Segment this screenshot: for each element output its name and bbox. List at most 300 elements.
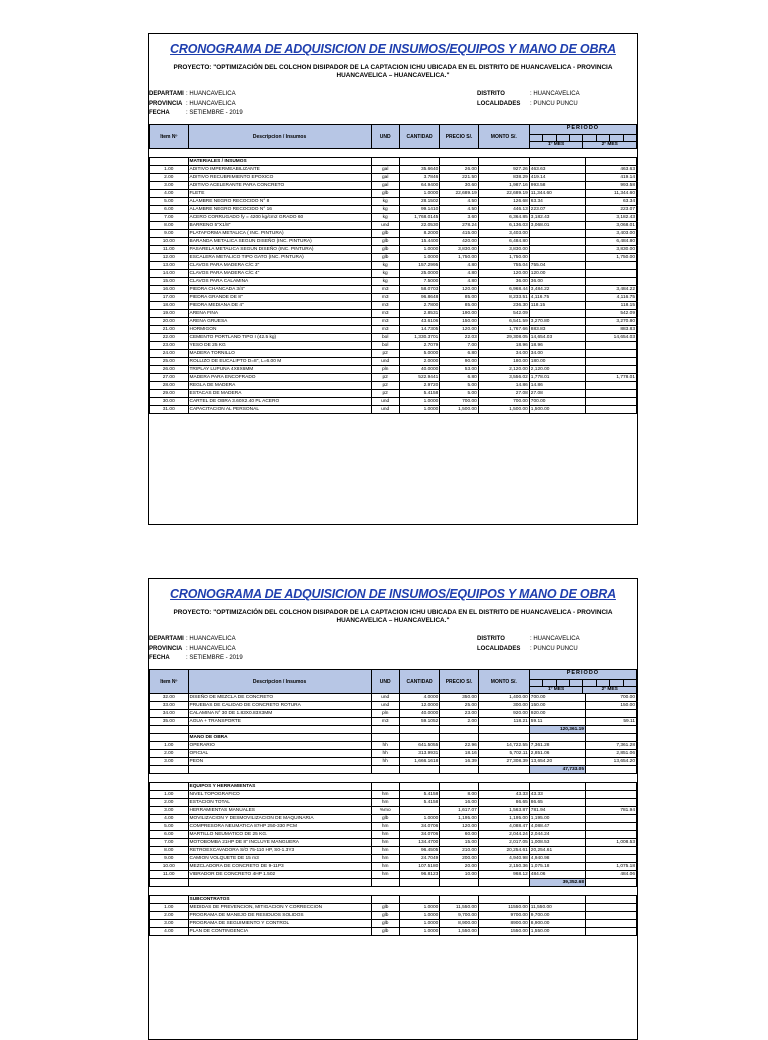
cell-descripcion: PROGRAMA DE MANEJO DE RESIDUOS SOLIDOS [188, 912, 371, 920]
cell-und: bol [371, 334, 399, 342]
cell-mes-2: 3,182.43 [585, 214, 636, 222]
table-row [150, 206, 637, 214]
cell-mes-2: 781.94 [585, 807, 636, 815]
provincia-value: : HUANCAVELICA [186, 645, 236, 652]
cell-monto: 920.00 [478, 710, 529, 718]
cell-mes-1: 1,500.00 [529, 406, 585, 414]
cell-und: und [371, 702, 399, 710]
cell-item: 19.00 [150, 310, 189, 318]
cell-cantidad: 1.0000 [399, 246, 440, 254]
table-row [150, 406, 637, 414]
cell-precio: 4.50 [440, 206, 479, 214]
cell-cantidad: 59.1052 [399, 718, 440, 726]
cell-precio: 22,689.19 [440, 190, 479, 198]
cell-item: 24.00 [150, 350, 189, 358]
cell-cantidad: 58.0703 [399, 286, 440, 294]
cell-mes-1: 1,075.18 [529, 863, 585, 871]
cell-precio: 1,195.00 [440, 815, 479, 823]
cell-mes-2: 6,484.80 [585, 238, 636, 246]
cell-mes-2 [585, 847, 636, 855]
cell-und: und [371, 694, 399, 702]
cell-und: glb [371, 238, 399, 246]
cell-precio: 9,700.00 [440, 912, 479, 920]
cell-mes-2: 542.09 [585, 310, 636, 318]
table-row [150, 863, 637, 871]
cell-mes-2: 13,654.20 [585, 758, 636, 766]
cell-monto: 1550.00 [478, 928, 529, 936]
cell-cantidad: 5.4158 [399, 390, 440, 398]
cell-descripcion: ALAMBRE NEGRO RECOCIDO N° 8 [188, 198, 371, 206]
cell-und: hh [371, 750, 399, 758]
cell-monto: 14,722.55 [478, 742, 529, 750]
cell-und: glb [371, 190, 399, 198]
cell-descripcion: ADITIVO RECUBRIMIENTO EPOXICO [188, 174, 371, 182]
cell-item: 10.00 [150, 238, 189, 246]
table-row [150, 262, 637, 270]
provincia-value: : HUANCAVELICA [186, 100, 236, 107]
cell-precio: 22.03 [440, 334, 479, 342]
cell-descripcion: RETROEXCAVADORA S/O 75-110 HP, S0-1.3Y3 [188, 847, 371, 855]
col-mes-2: 2º MES [601, 142, 618, 147]
cell-mes-2 [585, 823, 636, 831]
cell-und: glb [371, 904, 399, 912]
cell-cantidad: 4.0000 [399, 694, 440, 702]
cell-cantidad: 1.0000 [399, 406, 440, 414]
cell-mes-2 [585, 382, 636, 390]
subtotal-row [150, 766, 637, 774]
cell-descripcion: MOTOBOMBA 21HP DE 8" INCLUYE MANGUERA [188, 839, 371, 847]
cell-mes-2: 3,830.00 [585, 246, 636, 254]
cell-cantidad: 28.1502 [399, 198, 440, 206]
section-row [150, 734, 637, 742]
cell-und: m3 [371, 318, 399, 326]
cell-descripcion: MADERA PARA ENCOFRADO [188, 374, 371, 382]
cell-monto: 446.13 [478, 206, 529, 214]
cell-item: 27.00 [150, 374, 189, 382]
cell-und: gal [371, 174, 399, 182]
cell-cantidad: 1,666.1618 [399, 758, 440, 766]
cell-cantidad: 1.0000 [399, 815, 440, 823]
cell-item: 4.00 [150, 928, 189, 936]
cell-precio: 20.00 [440, 863, 479, 871]
cell-und: hh [371, 742, 399, 750]
distrito-label: DISTRITO [477, 91, 505, 97]
cell-cantidad: 1.0000 [399, 190, 440, 198]
cell-cantidad: 99.1410 [399, 206, 440, 214]
periodo-label: PERIODO [530, 125, 636, 135]
cell-cantidad: 96.8123 [399, 871, 440, 879]
schedule-table-1 [149, 124, 637, 414]
cell-mes-1: 419.14 [529, 174, 585, 182]
section-title: EQUIPOS Y HERRAMIENTAS [188, 783, 371, 791]
table-row [150, 831, 637, 839]
cell-mes-1: 2,120.00 [529, 366, 585, 374]
cell-precio: 278.24 [440, 222, 479, 230]
cell-cantidad: 107.5180 [399, 863, 440, 871]
cell-monto: 927.26 [478, 166, 529, 174]
cell-cantidad: 1.0000 [399, 920, 440, 928]
cell-monto: 118.21 [478, 718, 529, 726]
cell-mes-2: 2,851.06 [585, 750, 636, 758]
table-row [150, 702, 637, 710]
cell-monto: 14.86 [478, 382, 529, 390]
cell-mes-1: 20,254.61 [529, 847, 585, 855]
cell-precio: 4.50 [440, 198, 479, 206]
cell-cantidad: 1.0000 [399, 254, 440, 262]
cell-item: 26.00 [150, 366, 189, 374]
cell-item: 8.00 [150, 847, 189, 855]
cell-und: hm [371, 831, 399, 839]
cell-descripcion: CEMENTO PORTLAND TIPO I (42.5 kg) [188, 334, 371, 342]
schedule-sheet-1 [148, 33, 638, 525]
cell-mes-2: 484.06 [585, 871, 636, 879]
cell-mes-1: 11,344.60 [529, 190, 585, 198]
cell-mes-1 [529, 310, 585, 318]
cell-precio: 85.00 [440, 294, 479, 302]
cell-mes-2: 1,008.53 [585, 839, 636, 847]
cell-mes-2: 419.14 [585, 174, 636, 182]
cell-mes-1: 781.94 [529, 807, 585, 815]
cell-precio: 1,617.07 [440, 807, 479, 815]
cell-monto: 1,767.66 [478, 326, 529, 334]
cell-und: p2 [371, 382, 399, 390]
cell-item: 7.00 [150, 214, 189, 222]
cell-und: pln [371, 366, 399, 374]
col-periodo [529, 670, 636, 694]
cell-mes-1: 63.34 [529, 198, 585, 206]
cell-und: glb [371, 815, 399, 823]
cell-precio: 3,830.00 [440, 246, 479, 254]
cell-precio: 6.80 [440, 350, 479, 358]
cell-monto: 1,195.00 [478, 815, 529, 823]
cell-monto: 20,254.61 [478, 847, 529, 855]
cell-mes-2: 7,361.28 [585, 742, 636, 750]
cell-monto: 755.04 [478, 262, 529, 270]
cell-monto: 27,308.39 [478, 758, 529, 766]
cell-mes-1: 755.04 [529, 262, 585, 270]
table-row [150, 791, 637, 799]
cell-und: gal [371, 166, 399, 174]
cell-mes-1: 120.00 [529, 270, 585, 278]
table-row [150, 182, 637, 190]
cell-precio: 10.00 [440, 871, 479, 879]
cell-descripcion: PRUEBAS DE CALIDAD DE CONCRETO ROTURA [188, 702, 371, 710]
cell-und: kg [371, 278, 399, 286]
cell-mes-1: 13,654.20 [529, 758, 585, 766]
cell-item: 31.00 [150, 406, 189, 414]
table-row [150, 278, 637, 286]
cell-mes-2: 3,403.00 [585, 230, 636, 238]
project-name: PROYECTO: "OPTIMIZACIÓN DEL COLCHON DISIPADOR DE LA CAPTACION ICHU UBICADA EN EL DISTRITO DE HUANCAVELICA - PROVINCIA HUANCAVELICA – HUANCAVELICA." [173, 64, 613, 79]
cell-item: 7.00 [150, 839, 189, 847]
col-und: UND [371, 670, 399, 694]
cell-monto: 542.09 [478, 310, 529, 318]
cell-mes-1: 14,654.03 [529, 334, 585, 342]
cell-mes-1: 4,088.47 [529, 823, 585, 831]
cell-item: 20.00 [150, 318, 189, 326]
cell-mes-2: 63.34 [585, 198, 636, 206]
cell-monto: 1,563.87 [478, 807, 529, 815]
cell-monto: 700.00 [478, 398, 529, 406]
cell-mes-2: 1,778.01 [585, 374, 636, 382]
cell-cantidad: 40.0000 [399, 366, 440, 374]
col-und: UND [371, 125, 399, 149]
cell-monto: 29,308.05 [478, 334, 529, 342]
cell-und: m3 [371, 326, 399, 334]
cell-cantidad: 2.7079 [399, 342, 440, 350]
table-row [150, 839, 637, 847]
cell-und: hm [371, 855, 399, 863]
cell-precio: 5.00 [440, 382, 479, 390]
cell-item: 1.00 [150, 742, 189, 750]
cell-mes-2: 3,068.01 [585, 222, 636, 230]
cell-item: 6.00 [150, 206, 189, 214]
cell-monto: 180.00 [478, 358, 529, 366]
table-row [150, 758, 637, 766]
cell-item: 9.00 [150, 230, 189, 238]
cell-mes-1: 18.96 [529, 342, 585, 350]
cell-und: m3 [371, 718, 399, 726]
table-row [150, 318, 637, 326]
cell-precio: 1,500.00 [440, 406, 479, 414]
cell-monto: 4,088.47 [478, 823, 529, 831]
cell-mes-1: 4,116.75 [529, 294, 585, 302]
cell-mes-1: 1,550.00 [529, 928, 585, 936]
cell-item: 9.00 [150, 855, 189, 863]
section-title: MANO DE OBRA [188, 734, 371, 742]
table-row [150, 166, 637, 174]
cell-mes-1: 463.63 [529, 166, 585, 174]
cell-cantidad: 2.7800 [399, 302, 440, 310]
localidades-value: : PUNCU PUNCU [530, 645, 578, 652]
cell-mes-1: 2,851.06 [529, 750, 585, 758]
cell-mes-1: 27.08 [529, 390, 585, 398]
table-row [150, 342, 637, 350]
cell-item: 2.00 [150, 750, 189, 758]
cell-descripcion: OPERARIO [188, 742, 371, 750]
cell-precio: 1,750.00 [440, 254, 479, 262]
cell-monto: 18.96 [478, 342, 529, 350]
table-row [150, 390, 637, 398]
col-descripcion: Descripcion / Insumos [188, 125, 371, 149]
cell-mes-1 [529, 238, 585, 246]
cell-descripcion: PIEDRA CHANCADA 3/4" [188, 286, 371, 294]
cell-precio: 4.80 [440, 278, 479, 286]
cell-precio: 25.00 [440, 702, 479, 710]
cell-cantidad: 25.0000 [399, 270, 440, 278]
table-row [150, 366, 637, 374]
cell-mes-2 [585, 390, 636, 398]
sheet-title: CRONOGRAMA DE ADQUISICION DE INSUMOS/EQUIPOS Y MANO DE OBRA [170, 42, 616, 56]
cell-mes-1: 1,008.53 [529, 839, 585, 847]
cell-monto: 9700.00 [478, 912, 529, 920]
cell-mes-1: 3,068.01 [529, 222, 585, 230]
cell-monto: 36.00 [478, 278, 529, 286]
cell-descripcion: HERRAMIENTAS MANUALES [188, 807, 371, 815]
cell-descripcion: ARENA GRUESA [188, 318, 371, 326]
cell-cantidad: 34.0706 [399, 823, 440, 831]
table-row [150, 799, 637, 807]
cell-precio: 8.00 [440, 791, 479, 799]
departamento-label: DEPARTAMI [149, 91, 184, 97]
col-descripcion: Descripcion / Insumos [188, 670, 371, 694]
cell-und: p2 [371, 350, 399, 358]
cell-cantidad: 5.4158 [399, 799, 440, 807]
schedule-sheet-2 [148, 578, 638, 1040]
subtotal-value: 39,352.68 [529, 879, 585, 887]
cell-cantidad: 157.2995 [399, 262, 440, 270]
cell-monto: 6,136.03 [478, 222, 529, 230]
cell-item: 11.00 [150, 246, 189, 254]
cell-mes-1: 180.00 [529, 358, 585, 366]
cell-descripcion: PIEDRA GRANDE DE 8" [188, 294, 371, 302]
cell-cantidad: 5.0000 [399, 350, 440, 358]
cell-mes-2 [585, 791, 636, 799]
cell-und: hm [371, 863, 399, 871]
cell-precio: 200.00 [440, 855, 479, 863]
cell-mes-2 [585, 358, 636, 366]
cell-descripcion: CAPACITACION AL PERSONAL [188, 406, 371, 414]
cell-item: 4.00 [150, 815, 189, 823]
cell-precio: 22.96 [440, 742, 479, 750]
col-cantidad: CANTIDAD [399, 670, 440, 694]
col-monto: MONTO S/. [478, 670, 529, 694]
table-row [150, 246, 637, 254]
table-row [150, 230, 637, 238]
cell-mes-2: 463.63 [585, 166, 636, 174]
cell-und: hm [371, 839, 399, 847]
cell-monto: 1,987.16 [478, 182, 529, 190]
cell-und: und [371, 406, 399, 414]
cell-mes-1: 883.83 [529, 326, 585, 334]
cell-descripcion: ESTACION TOTAL [188, 799, 371, 807]
cell-mes-1: 9,700.00 [529, 912, 585, 920]
cell-cantidad: 641.5055 [399, 742, 440, 750]
cell-mes-2: 1,750.00 [585, 254, 636, 262]
cell-mes-1 [529, 230, 585, 238]
cell-und: und [371, 358, 399, 366]
col-item: Item Nº [150, 125, 189, 149]
col-periodo [529, 125, 636, 149]
cell-descripcion: CLAVOS PARA MADERA C/C 4" [188, 270, 371, 278]
table-row [150, 238, 637, 246]
cell-cantidad: 43.6106 [399, 318, 440, 326]
cell-mes-2: 14,654.03 [585, 334, 636, 342]
cell-mes-1: 3,484.22 [529, 286, 585, 294]
cell-item: 3.00 [150, 807, 189, 815]
cell-mes-2 [585, 342, 636, 350]
cell-mes-1: 36.00 [529, 278, 585, 286]
cell-descripcion: AGUA + TRANSPORTE [188, 718, 371, 726]
cell-cantidad: 22.0530 [399, 222, 440, 230]
cell-und: p2 [371, 374, 399, 382]
cell-item: 33.00 [150, 702, 189, 710]
table-row [150, 750, 637, 758]
fecha-value: : SETIEMBRE - 2019 [186, 655, 243, 661]
cell-precio: 7.00 [440, 342, 479, 350]
cell-und: kg [371, 206, 399, 214]
cell-precio: 15.00 [440, 839, 479, 847]
cell-descripcion: CARTEL DE OBRA 3.60X2.40 PL ACERO [188, 398, 371, 406]
cell-und: m3 [371, 302, 399, 310]
cell-mes-2: 11,344.60 [585, 190, 636, 198]
cell-cantidad: 1,768.0145 [399, 214, 440, 222]
table-row [150, 214, 637, 222]
table-row [150, 710, 637, 718]
cell-item: 16.00 [150, 286, 189, 294]
cell-descripcion: CAMION VOLQUETE DE 15 m3 [188, 855, 371, 863]
cell-precio: 350.00 [440, 694, 479, 702]
cell-precio: 420.00 [440, 238, 479, 246]
cell-precio: 6.80 [440, 374, 479, 382]
cell-cantidad: 7.5000 [399, 278, 440, 286]
cell-precio: 11,550.00 [440, 904, 479, 912]
cell-descripcion: COMPRESORA NEUMATICA 87HP 250-330 PCM [188, 823, 371, 831]
cell-precio: 190.00 [440, 310, 479, 318]
cell-descripcion: PLAN DE CONTINGENCIA [188, 928, 371, 936]
cell-precio: 120.00 [440, 286, 479, 294]
sheet-title: CRONOGRAMA DE ADQUISICION DE INSUMOS/EQUIPOS Y MANO DE OBRA [170, 587, 616, 601]
col-precio: PRECIO S/. [440, 670, 479, 694]
cell-mes-1: 4,940.98 [529, 855, 585, 863]
col-precio: PRECIO S/. [440, 125, 479, 149]
cell-und: m3 [371, 286, 399, 294]
table-row [150, 270, 637, 278]
table-row [150, 382, 637, 390]
cell-cantidad: 24.7049 [399, 855, 440, 863]
cell-precio: 5.00 [440, 390, 479, 398]
table-row [150, 222, 637, 230]
cell-item: 6.00 [150, 831, 189, 839]
cell-descripcion: ESCALERA METALICO TIPO GATO (INC. PINTURA) [188, 254, 371, 262]
cell-precio: 210.00 [440, 847, 479, 855]
cell-item: 3.00 [150, 920, 189, 928]
cell-item: 3.00 [150, 758, 189, 766]
cell-mes-2: 118.15 [585, 302, 636, 310]
cell-mes-2 [585, 710, 636, 718]
cell-item: 2.00 [150, 799, 189, 807]
table-row [150, 928, 637, 936]
cell-descripcion: PROGRAMA DE SEGUIMIENTO Y CONTROL [188, 920, 371, 928]
table-row [150, 815, 637, 823]
cell-und: glb [371, 230, 399, 238]
cell-precio: 4.80 [440, 262, 479, 270]
localidades-label: LOCALIDADES [477, 100, 521, 107]
provincia-label: PROVINCIA [149, 645, 183, 652]
cell-mes-1: 2,044.24 [529, 831, 585, 839]
cell-precio: 4.80 [440, 270, 479, 278]
col-mes-1: 1º MES [530, 142, 584, 148]
cell-mes-1: 993.58 [529, 182, 585, 190]
cell-mes-1: 86.65 [529, 799, 585, 807]
cell-monto: 22,689.19 [478, 190, 529, 198]
subtotal-row [150, 726, 637, 734]
cell-cantidad: 15.4400 [399, 238, 440, 246]
periodo-label: PERIODO [530, 670, 636, 680]
cell-mes-2: 59.11 [585, 718, 636, 726]
cell-cantidad: 35.6640 [399, 166, 440, 174]
table-row [150, 174, 637, 182]
cell-mes-1: 59.11 [529, 718, 585, 726]
cell-monto: 3,403.00 [478, 230, 529, 238]
section-title: MATERIALES / INSUMOS [188, 158, 371, 166]
cell-precio: 26.00 [440, 166, 479, 174]
cell-monto: 300.00 [478, 702, 529, 710]
cell-descripcion: PIEDRA MEDIANA DE 4" [188, 302, 371, 310]
cell-cantidad: 2.9720 [399, 382, 440, 390]
cell-descripcion: MARTILLO NEUMATICO DE 25 KG. [188, 831, 371, 839]
table-row [150, 294, 637, 302]
